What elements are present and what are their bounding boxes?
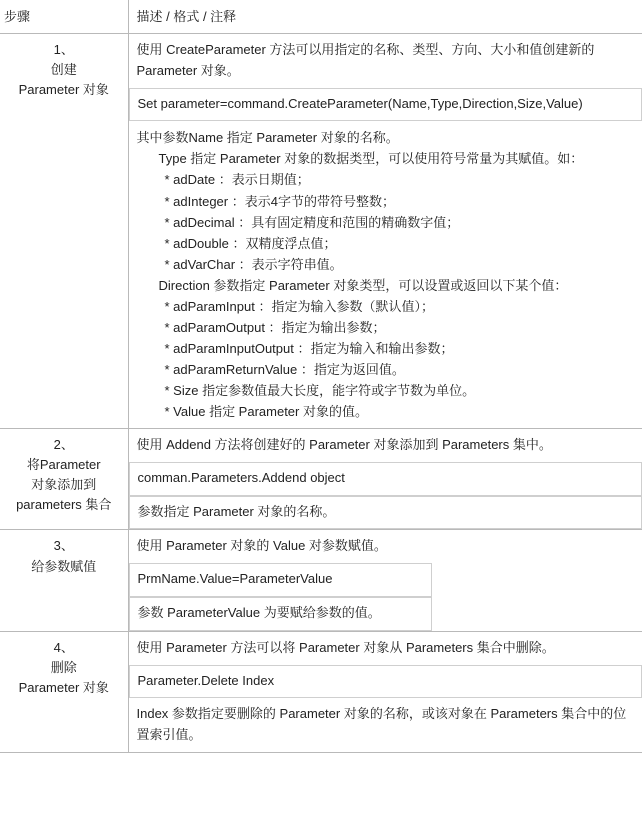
header-cell-step: 步骤 bbox=[0, 0, 128, 34]
note-line: * adDouble ：双精度浮点值； bbox=[164, 235, 337, 251]
step-line: 3、 bbox=[53, 538, 74, 554]
header-cell-description: 描述 / 格式 / 注释 bbox=[128, 0, 642, 34]
table-row bbox=[0, 631, 642, 752]
description-intro: 使用 Addend 方法将创建好的 Parameter 对象添加到 Parameters 集中。 bbox=[136, 437, 552, 453]
step-line: 4、 bbox=[53, 639, 74, 655]
table-header-row bbox=[0, 0, 642, 34]
note-line: * adParamOutput ：指定为输出参数； bbox=[164, 319, 386, 335]
step-label-group bbox=[0, 429, 128, 522]
step-line: 给参数赋值 bbox=[31, 558, 97, 574]
step-cell bbox=[0, 530, 128, 631]
step-line: 1、 bbox=[53, 42, 74, 57]
note-box: 参数 ParameterValue 为要赋给参数的值。 bbox=[129, 597, 432, 631]
code-snippet: Set parameter=command.CreateParameter(Name,Type,Direction,Size,Value) bbox=[129, 88, 642, 122]
step-line: 对象添加到 bbox=[31, 477, 97, 493]
notes-block bbox=[129, 121, 642, 428]
note-line: 其中参数Name 指定 Parameter 对象的名称。 bbox=[136, 130, 399, 146]
step-line: Parameter 对象 bbox=[18, 82, 109, 98]
description-cell bbox=[128, 530, 642, 631]
step-line: Parameter 对象 bbox=[18, 680, 109, 696]
description-cell bbox=[128, 34, 642, 429]
step-line: 删除 bbox=[50, 659, 77, 675]
note-line: * adDecimal ：具有固定精度和范围的精确数字值； bbox=[164, 214, 460, 230]
note-line: * adParamInputOutput ：指定为输入和输出参数； bbox=[164, 340, 454, 356]
description-intro: 使用 Parameter 方法可以将 Parameter 对象从 Parameters 集合中删除。 bbox=[136, 639, 555, 655]
note-line: Type 指定 Parameter 对象的数据类型，可以使用符号常量为其赋值。如： bbox=[158, 151, 584, 167]
description-intro: 使用 CreateParameter 方法可以用指定的名称、类型、方向、大小和值创建新的 Parameter 对象。 bbox=[136, 42, 595, 78]
step-line: 2、 bbox=[53, 437, 74, 453]
step-cell bbox=[0, 429, 128, 530]
step-label-group bbox=[0, 530, 128, 582]
table-row bbox=[0, 530, 642, 631]
step-line: 将Parameter bbox=[26, 457, 101, 473]
note-line: * Size 指定参数值最大长度，能字符或字节数为单位。 bbox=[164, 382, 476, 398]
code-snippet: PrmName.Value=ParameterValue bbox=[129, 563, 432, 597]
table-row bbox=[0, 429, 642, 530]
description-intro: 使用 Parameter 对象的 Value 对参数赋值。 bbox=[136, 538, 387, 554]
description-cell bbox=[128, 429, 642, 530]
step-label-group bbox=[0, 632, 128, 704]
step-line: parameters 集合 bbox=[16, 497, 112, 513]
code-snippet: Parameter.Delete Index bbox=[129, 665, 642, 699]
step-label-group bbox=[0, 34, 128, 106]
table-row bbox=[0, 34, 642, 429]
note-line: Direction 参数指定 Parameter 对象类型，可以设置或返回以下某个值： bbox=[158, 277, 568, 293]
note-line: * adInteger ：表示4字节的带符号整数； bbox=[164, 193, 395, 209]
step-line: 创建 bbox=[50, 62, 77, 78]
note-line: * adParamInput ：指定为输入参数（默认值）； bbox=[164, 298, 434, 314]
step-cell bbox=[0, 34, 128, 429]
description-cell bbox=[128, 631, 642, 752]
code-snippet: comman.Parameters.Addend object bbox=[129, 462, 642, 496]
note-line: * Value 指定 Parameter 对象的值。 bbox=[164, 404, 368, 419]
step-cell bbox=[0, 631, 128, 752]
note-text: Index 参数指定要删除的 Parameter 对象的名称，或该对象在 Parameters 集合中的位置索引值。 bbox=[136, 706, 627, 743]
note-box: 参数指定 Parameter 对象的名称。 bbox=[129, 496, 642, 530]
note-line: * adDate ：表示日期值； bbox=[164, 172, 310, 188]
note-line: * adParamReturnValue ：指定为返回值。 bbox=[164, 361, 405, 377]
note-line: * adVarChar ：表示字符串值。 bbox=[164, 256, 343, 272]
